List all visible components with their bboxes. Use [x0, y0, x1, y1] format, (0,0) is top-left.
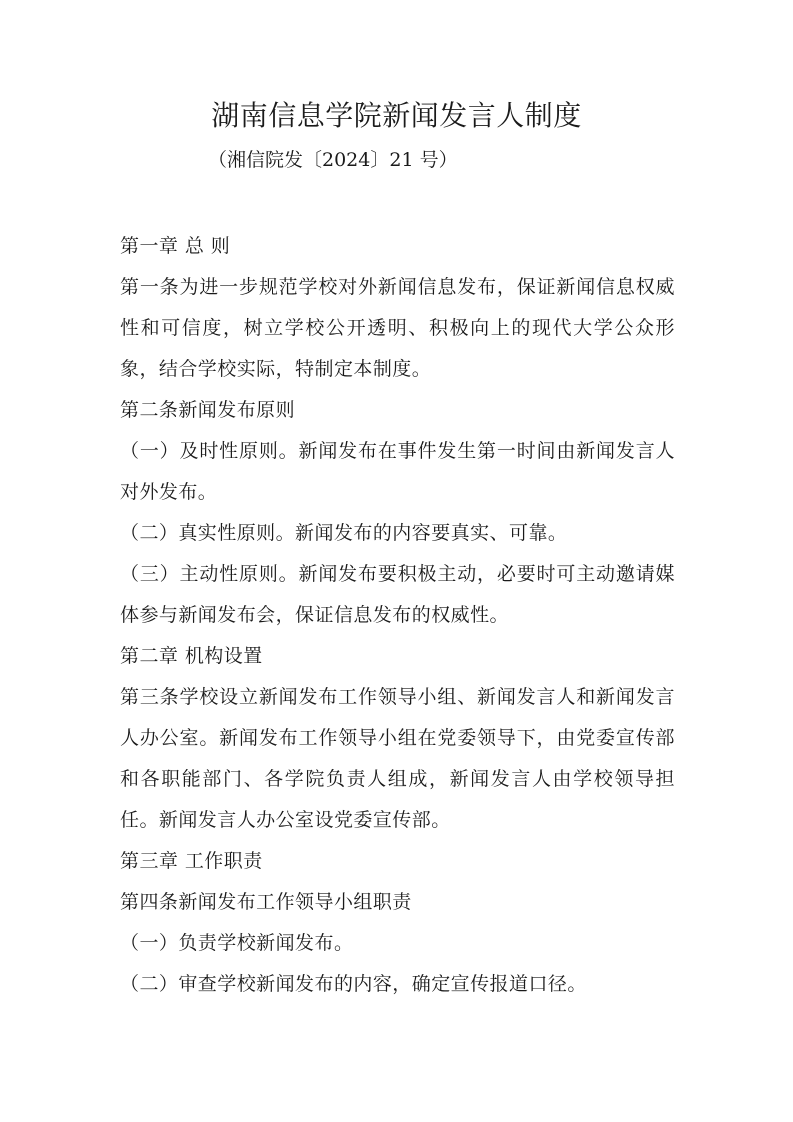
document-number: （湘信院发〔2024〕21 号）: [208, 149, 458, 171]
list-item: （二）真实性原则。新闻发布的内容要真实、可靠。: [120, 522, 568, 544]
document-title: 湖南信息学院新闻发言人制度: [211, 99, 582, 132]
list-item: （一）负责学校新闻发布。: [120, 932, 354, 954]
article-paragraph: 第三条学校设立新闻发布工作领导小组、新闻发言人和新闻发言人办公室。新闻发布工作领导小组在党委领导下，由党委宣传部和各职能部门、各学院负责人组成，新闻发言人由学校领导担任。新闻发言人办公室设党委宣传部。: [120, 686, 675, 831]
list-item: （三）主动性原则。新闻发布要积极主动，必要时可主动邀请媒体参与新闻发布会，保证信息发布的权威性。: [120, 563, 675, 626]
article-paragraph: 第一条为进一步规范学校对外新闻信息发布，保证新闻信息权威性和可信度，树立学校公开透明、积极向上的现代大学公众形象，结合学校实际，特制定本制度。: [120, 276, 675, 380]
list-item: （一）及时性原则。新闻发布在事件发生第一时间由新闻发言人对外发布。: [120, 440, 675, 503]
chapter-heading: 第二章 机构设置: [120, 645, 263, 667]
article-heading: 第四条新闻发布工作领导小组职责: [120, 891, 412, 913]
chapter-heading: 第一章 总 则: [120, 235, 231, 257]
article-heading: 第二条新闻发布原则: [120, 399, 296, 421]
document-body: [120, 226, 675, 1005]
list-item: （二）审查学校新闻发布的内容，确定宣传报道口径。: [120, 973, 587, 995]
chapter-heading: 第三章 工作职责: [120, 850, 263, 872]
